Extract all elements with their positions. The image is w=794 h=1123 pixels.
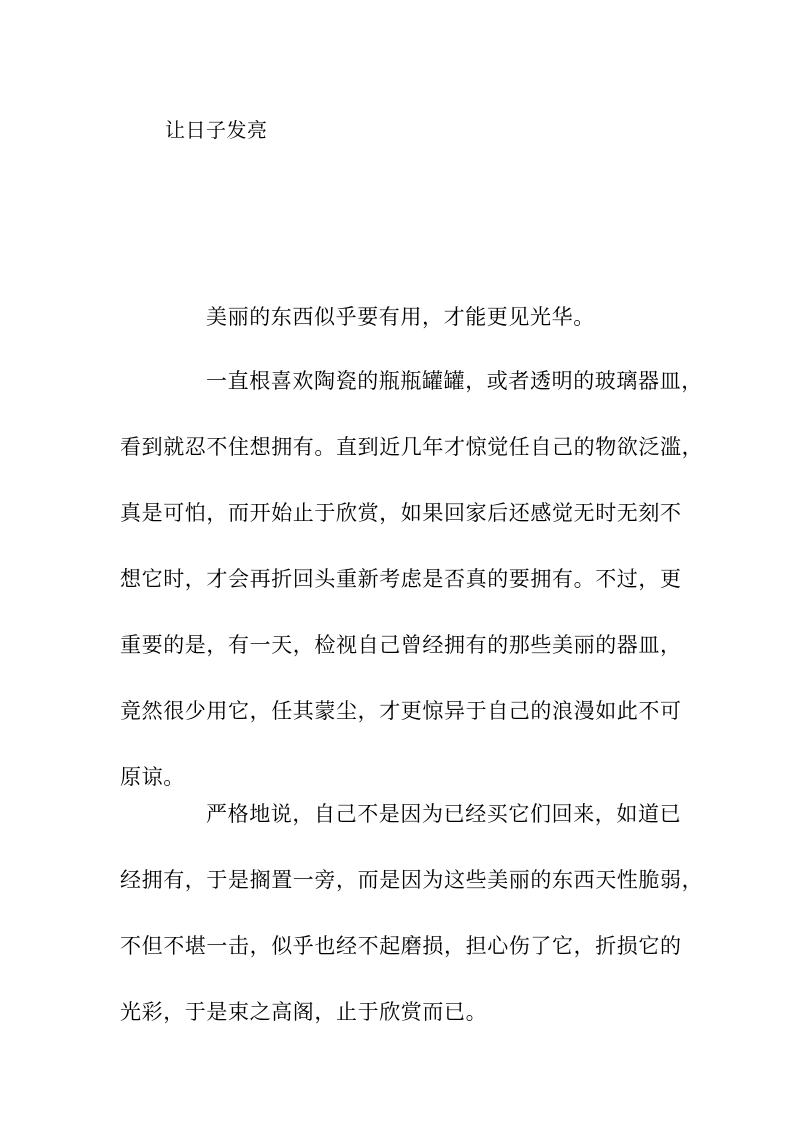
- document-title: 让日子发亮: [165, 118, 268, 142]
- paragraph-line: 想它时，才会再折回头重新考虑是否真的要拥有。不过，更: [120, 567, 682, 591]
- paragraph-line: 美丽的东西似乎要有用，才能更见光华。: [206, 305, 595, 329]
- paragraph-line: 重要的是，有一天，检视自己曾经拥有的那些美丽的器皿，: [120, 633, 682, 657]
- paragraph-line: 光彩，于是束之高阁，止于欣赏而已。: [120, 1000, 488, 1024]
- paragraph-1: [120, 302, 680, 332]
- paragraph-line: 严格地说，自己不是因为已经买它们回来，如道已: [206, 802, 682, 826]
- paragraph-line: 原谅。: [120, 765, 185, 789]
- paragraph-line: 经拥有，于是搁置一旁，而是因为这些美丽的东西天性脆弱，: [120, 868, 704, 892]
- paragraph-line: 不但不堪一击，似乎也经不起磨损，担心伤了它，折损它的: [120, 934, 682, 958]
- paragraph-line: 看到就忍不住想拥有。直到近几年才惊觉任自己的物欲泛滥，: [120, 435, 704, 459]
- paragraph-line: 一直根喜欢陶瓷的瓶瓶罐罐，或者透明的玻璃器皿，: [206, 369, 703, 393]
- paragraph-line: 竟然很少用它，任其蒙尘，才更惊异于自己的浪漫如此不可: [120, 699, 682, 723]
- paragraph-3: [120, 799, 704, 1027]
- paragraph-line: 真是可怕，而开始止于欣赏，如果回家后还感觉无时无刻不: [120, 501, 682, 525]
- paragraph-2: [120, 366, 704, 792]
